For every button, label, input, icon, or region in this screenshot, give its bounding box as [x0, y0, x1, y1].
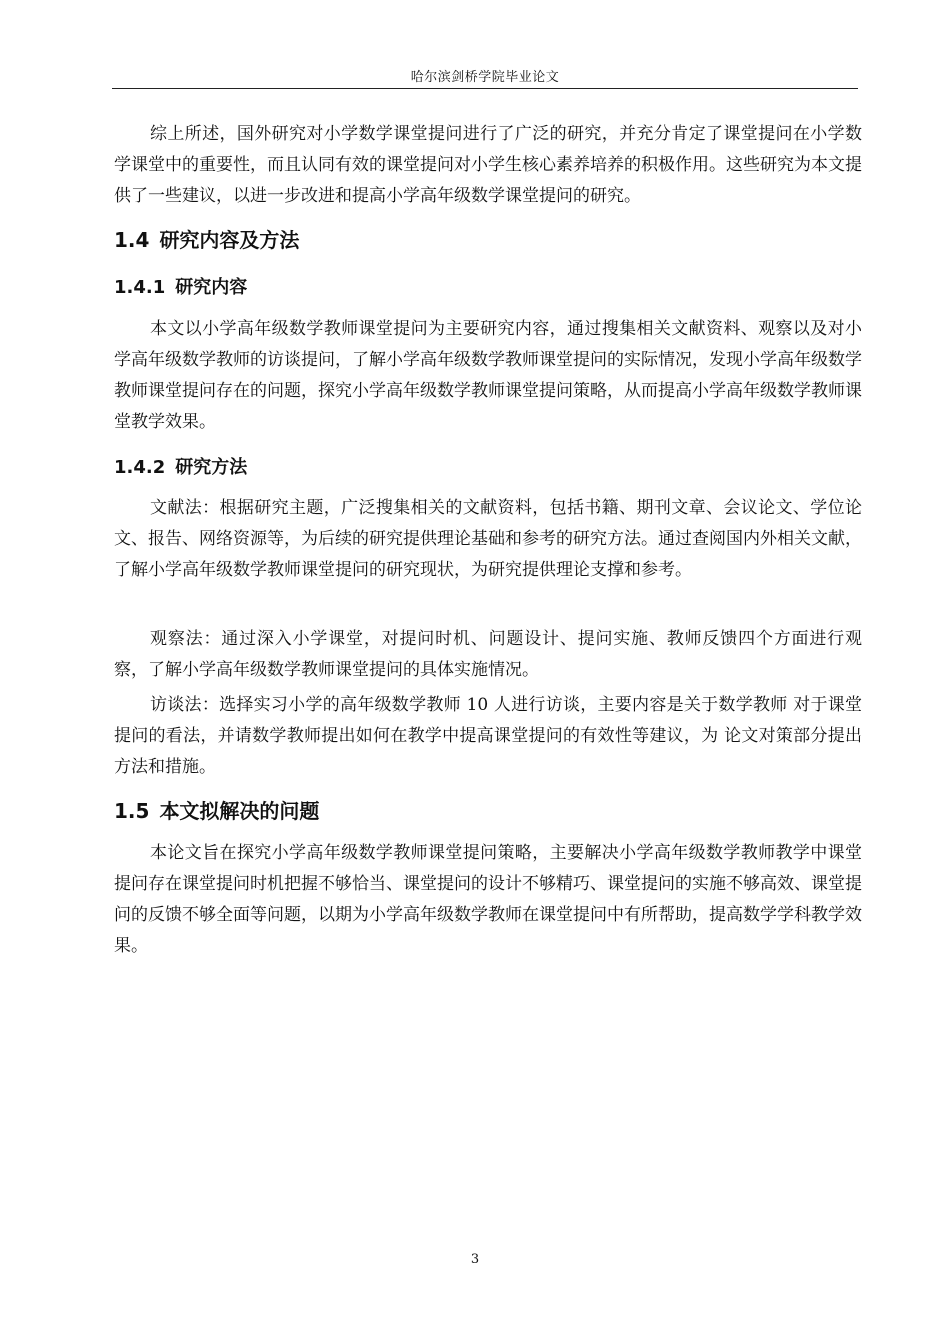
page-number: 3 — [470, 1252, 480, 1267]
subsection-title — [114, 273, 862, 299]
interview-method-paragraph — [114, 690, 862, 783]
section-heading-1-5 — [114, 795, 862, 824]
subsection-number: 1.4.1 — [114, 277, 166, 298]
header-divider — [112, 88, 858, 89]
section-title — [114, 224, 862, 253]
paragraph-text: 文献法：根据研究主题，广泛搜集相关的文献资料，包括书籍、期刊文章、会议论文、学位论文、报告、网络资源等，为后续的研究提供理论基础和参考的研究方法。通过查阅国内外相关文献，了解小学高年级数学教师课堂提问的研究现状，为研究提供理论支撑和参考。 — [114, 498, 862, 580]
research-content-paragraph — [114, 314, 862, 438]
paragraph-text: 综上所述，国外研究对小学数学课堂提问进行了广泛的研究，并充分肯定了课堂提问在小学数学课堂中的重要性，而且认同有效的课堂提问对小学生核心素养培养的积极作用。这些研究为本文提供了一些建议，以进一步改进和提高小学高年级数学课堂提问的研究。 — [114, 124, 862, 206]
subsection-label: 研究方法 — [175, 457, 248, 478]
literature-method-paragraph — [114, 493, 862, 586]
problems-paragraph — [114, 838, 862, 962]
paragraph-text: 本文以小学高年级数学教师课堂提问为主要研究内容，通过搜集相关文献资料、观察以及对小学高年级数学教师的访谈提问，了解小学高年级数学教师课堂提问的实际情况，发现小学高年级数学教师课堂提问存在的问题，探究小学高年级数学教师课堂提问策略，从而提高小学高年级数学教师课堂教学效果。 — [114, 319, 862, 432]
section-title — [114, 795, 862, 824]
section-number: 1.4 — [114, 228, 150, 252]
observation-method-paragraph — [114, 624, 862, 686]
running-header: 哈尔滨剑桥学院毕业论文 — [410, 70, 560, 85]
summary-paragraph — [114, 119, 862, 212]
section-heading-1-4 — [114, 224, 862, 253]
section-heading-1-4-2 — [114, 453, 862, 479]
subsection-number: 1.4.2 — [114, 457, 166, 478]
section-label: 研究内容及方法 — [159, 228, 300, 252]
section-heading-1-4-1 — [114, 273, 862, 299]
paragraph-text: 访谈法：选择实习小学的高年级数学教师 10 人进行访谈，主要内容是关于数学教师 对于课堂提问的看法，并请数学教师提出如何在教学中提高课堂提问的有效性等建议，为 论文对策部分提出方法和措施。 — [114, 695, 862, 777]
section-number: 1.5 — [114, 799, 150, 823]
paragraph-text: 本论文旨在探究小学高年级数学教师课堂提问策略，主要解决小学高年级数学教师教学中课堂提问存在课堂提问时机把握不够恰当、课堂提问的设计不够精巧、课堂提问的实施不够高效、课堂提问的反馈不够全面等问题，以期为小学高年级数学教师在课堂提问中有所帮助，提高数学学科教学效果。 — [114, 843, 862, 956]
subsection-label: 研究内容 — [175, 277, 248, 298]
section-label: 本文拟解决的问题 — [159, 799, 320, 823]
subsection-title — [114, 453, 862, 479]
paragraph-text: 观察法：通过深入小学课堂，对提问时机、问题设计、提问实施、教师反馈四个方面进行观察，了解小学高年级数学教师课堂提问的具体实施情况。 — [114, 629, 862, 680]
